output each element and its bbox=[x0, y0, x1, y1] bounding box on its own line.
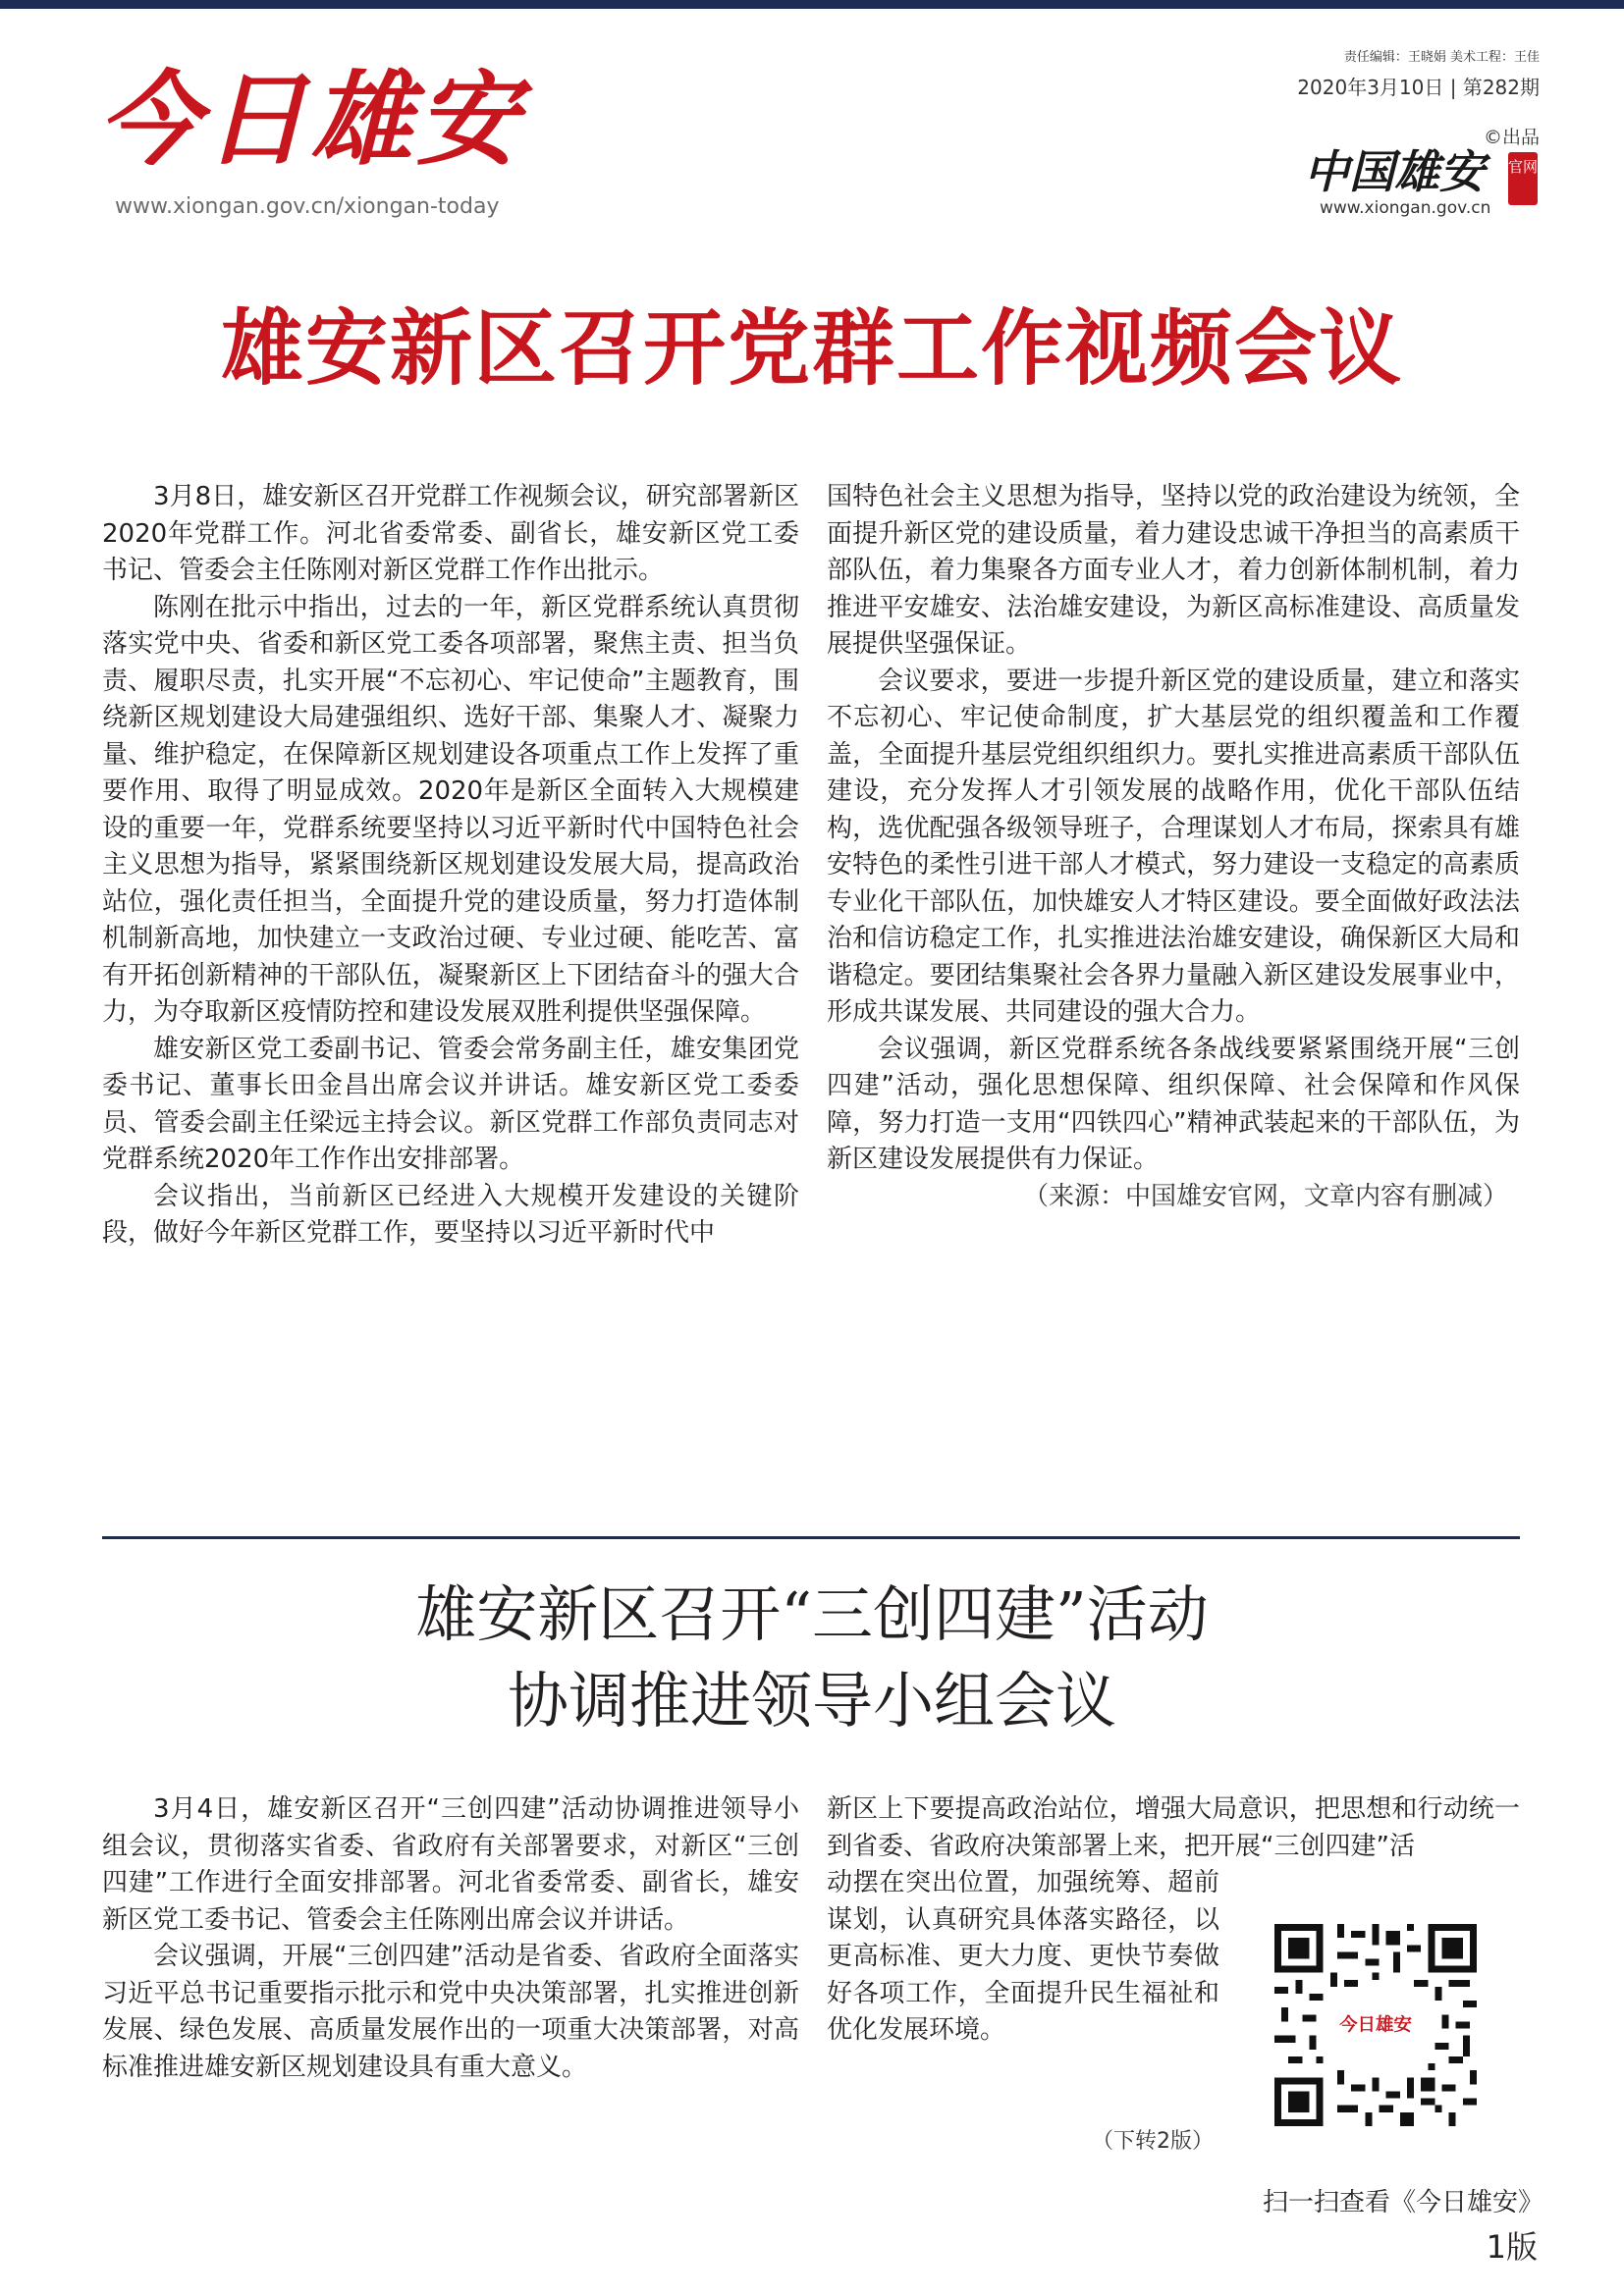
article2-headline-line2: 协调推进领导小组会议 bbox=[507, 1665, 1116, 1736]
top-border-bar bbox=[0, 0, 1624, 9]
article1-paragraph: 3月8日，雄安新区召开党群工作视频会议，研究部署新区2020年党群工作。河北省委常委、副省长，雄安新区党工委书记、管委会主任陈刚对新区党群工作作出批示。 bbox=[102, 482, 799, 585]
article2-paragraph: 会议强调，开展“三创四建”活动是省委、省政府全面落实习近平总书记重要指示批示和党中央决策部署，扎实推进创新发展、绿色发展、高质量发展作出的一项重大决策部署，对高标准推进雄安新区规划建设具有重大意义。 bbox=[102, 1942, 799, 2082]
article1-headline: 雄安新区召开党群工作视频会议 bbox=[220, 299, 1403, 397]
section-divider bbox=[102, 1536, 1520, 1539]
article2-paragraph: 3月4日，雄安新区召开“三创四建”活动协调推进领导小组会议，贯彻落实省委、省政府有关部署要求，对新区“三创四建”工作进行全面安排部署。河北省委常委、副省长，雄安新区党工委书记、管委会主任陈刚出席会议并讲话。 bbox=[102, 1794, 799, 1935]
masthead-logo: 今日雄安 bbox=[98, 59, 523, 180]
article2-column-2-wide bbox=[827, 1791, 1520, 1865]
article1-paragraph-continued: 国特色社会主义思想为指导，坚持以党的政治建设为统领，全面提升新区党的建设质量，着力建设忠诚干净担当的高素质干部队伍，着力集聚各方面专业人才，着力创新体制机制，着力推进平安雄安、法治雄安建设，为新区高标准建设、高质量发展提供坚强保证。 bbox=[827, 482, 1520, 659]
article1-paragraph: 会议要求，要进一步提升新区党的建设质量，建立和落实不忘初心、牢记使命制度，扩大基层党的组织覆盖和工作覆盖，全面提升基层党组织组织力。要扎实推进高素质干部队伍建设，充分发挥人才引领发展的战略作用，优化干部队伍结构，选优配强各级领导班子，合理谋划人才布局，探索具有雄安特色的柔性引进干部人才模式，努力建设一支稳定的高素质专业化干部队伍，加快雄安人才特区建设。要全面做好政法法治和信访稳定工作，扎实推进法治雄安建设，确保新区大局和谐稳定。要团结集聚社会各界力量融入新区建设发展事业中，形成共谋发展、共同建设的强大合力。 bbox=[827, 666, 1520, 1027]
article1-paragraph: 雄安新区党工委副书记、管委会常务副主任，雄安集团党委书记、董事长田金昌出席会议并讲话。雄安新区党工委委员、管委会副主任梁远主持会议。新区党群工作部负责同志对党群系统2020年工作作出安排部署。 bbox=[102, 1034, 799, 1174]
masthead-url[interactable]: www.xiongan.gov.cn/xiongan-today bbox=[115, 194, 500, 219]
qr-center-label: 今日雄安 bbox=[1339, 2014, 1412, 2036]
article1-paragraph: 陈刚在批示中指出，过去的一年，新区党群系统认真贯彻落实党中央、省委和新区党工委各项部署，聚焦主责、担当负责、履职尽责，扎实开展“不忘初心、牢记使命”主题教育，围绕新区规划建设大局建强组织、选好干部、集聚人才、凝聚力量、维护稳定，在保障新区规划建设各项重点工作上发挥了重要作用、取得了明显成效。2020年是新区全面转入大规模建设的重要一年，党群系统要坚持以习近平新时代中国特色社会主义思想为指导，紧紧围绕新区规划建设发展大局，提高政治站位，强化责任担当，全面提升党的建设质量，努力打造体制机制新高地，加快建立一支政治过硬、专业过硬、能吃苦、富有开拓创新精神的干部队伍，凝聚新区上下团结奋斗的强大合力，为夺取新区疫情防控和建设发展双胜利提供坚强保障。 bbox=[102, 592, 799, 1027]
continued-on-page-note: （下转2版） bbox=[1092, 2129, 1214, 2154]
brand-seal-icon: 官网 bbox=[1508, 152, 1538, 205]
qr-code-icon[interactable] bbox=[1274, 1924, 1477, 2126]
brand-url[interactable]: www.xiongan.gov.cn bbox=[1320, 198, 1491, 218]
page-number-label: 1版 bbox=[1486, 2228, 1538, 2266]
article2-headline-line1: 雄安新区召开“三创四建”活动 bbox=[415, 1578, 1209, 1650]
article2-column-2-narrow bbox=[827, 1865, 1219, 2050]
issue-date: 2020年3月10日 | 第282期 bbox=[1297, 76, 1540, 99]
article1-paragraph: 会议指出，当前新区已经进入大规模开发建设的关键阶段，做好今年新区党群工作，要坚持以习近平新时代中 bbox=[102, 1181, 799, 1248]
article1-column-2 bbox=[827, 479, 1520, 1215]
article2-paragraph-continued: 新区上下要提高政治站位，增强大局意识，把思想和行动统一到省委、省政府决策部署上来，把开展“三创四建”活 bbox=[827, 1794, 1520, 1861]
issue-credits: 责任编辑：王晓娟 美术工程：王佳 bbox=[1343, 50, 1540, 65]
qr-caption: 扫一扫查看《今日雄安》 bbox=[1262, 2188, 1543, 2217]
article1-source: （来源：中国雄安官网，文章内容有删减） bbox=[1022, 1181, 1508, 1211]
article2-paragraph-continued: 动摆在突出位置，加强统筹、超前谋划，认真研究具体落实路径，以更高标准、更大力度、更快节奏做好各项工作，全面提升民生福祉和优化发展环境。 bbox=[827, 1868, 1219, 2045]
brand-logo: 中国雄安 bbox=[1304, 145, 1485, 198]
article2-column-1 bbox=[102, 1791, 799, 2086]
article1-paragraph: 会议强调，新区党群系统各条战线要紧紧围绕开展“三创四建”活动，强化思想保障、组织保障、社会保障和作风保障，努力打造一支用“四铁四心”精神武装起来的干部队伍，为新区建设发展提供有力保证。 bbox=[827, 1034, 1520, 1174]
publisher-mark: ©出品 bbox=[1483, 127, 1540, 148]
article1-column-1 bbox=[102, 479, 799, 1253]
